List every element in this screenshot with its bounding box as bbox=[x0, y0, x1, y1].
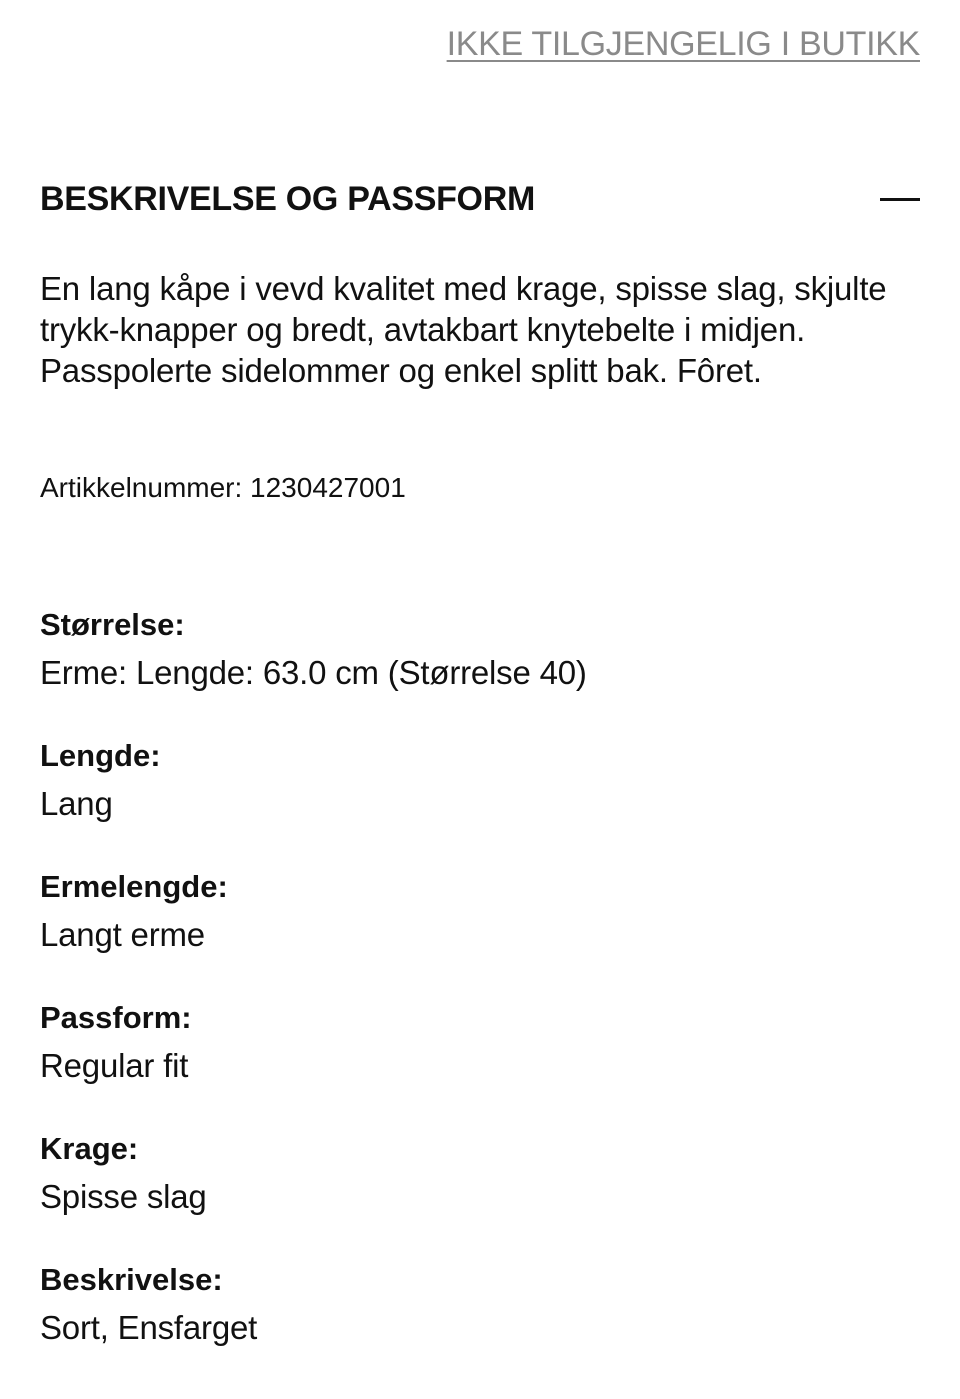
attribute-label: Lengde: bbox=[40, 738, 161, 773]
attribute-collar bbox=[40, 1127, 920, 1258]
attribute-value: Regular fit bbox=[40, 1047, 189, 1084]
attribute-value: Lang bbox=[40, 785, 113, 822]
attribute-value: Spisse slag bbox=[40, 1178, 207, 1215]
attribute-value: Erme: Lengde: 63.0 cm (Størrelse 40) bbox=[40, 654, 587, 691]
attribute-value: Sort, Ensfarget bbox=[40, 1309, 258, 1346]
attribute-value: Langt erme bbox=[40, 916, 205, 953]
store-availability-link[interactable]: IKKE TILGJENGELIG I BUTIKK bbox=[446, 25, 920, 63]
product-description: En lang kåpe i vevd kvalitet med krage, spisse slag, skjulte trykk-knapper og bredt, avtakbart knytebelte i midjen. Passpolerte sidelommer og enkel splitt bak. Fôret. bbox=[40, 270, 887, 389]
attribute-fit bbox=[40, 996, 920, 1127]
section-title: BESKRIVELSE OG PASSFORM bbox=[40, 179, 535, 218]
product-attributes bbox=[40, 603, 920, 1389]
attribute-sleeve-length bbox=[40, 865, 920, 996]
attribute-label: Størrelse: bbox=[40, 607, 185, 642]
minus-icon[interactable] bbox=[880, 179, 920, 219]
article-number: Artikkelnummer: 1230427001 bbox=[40, 472, 406, 503]
attribute-label: Beskrivelse: bbox=[40, 1262, 223, 1297]
attribute-label: Krage: bbox=[40, 1131, 139, 1166]
attribute-label: Passform: bbox=[40, 1000, 192, 1035]
attribute-label: Ermelengde: bbox=[40, 869, 228, 904]
attribute-length bbox=[40, 734, 920, 865]
attribute-description bbox=[40, 1258, 920, 1389]
description-fit-accordion-header[interactable] bbox=[40, 172, 920, 226]
attribute-size bbox=[40, 603, 920, 734]
